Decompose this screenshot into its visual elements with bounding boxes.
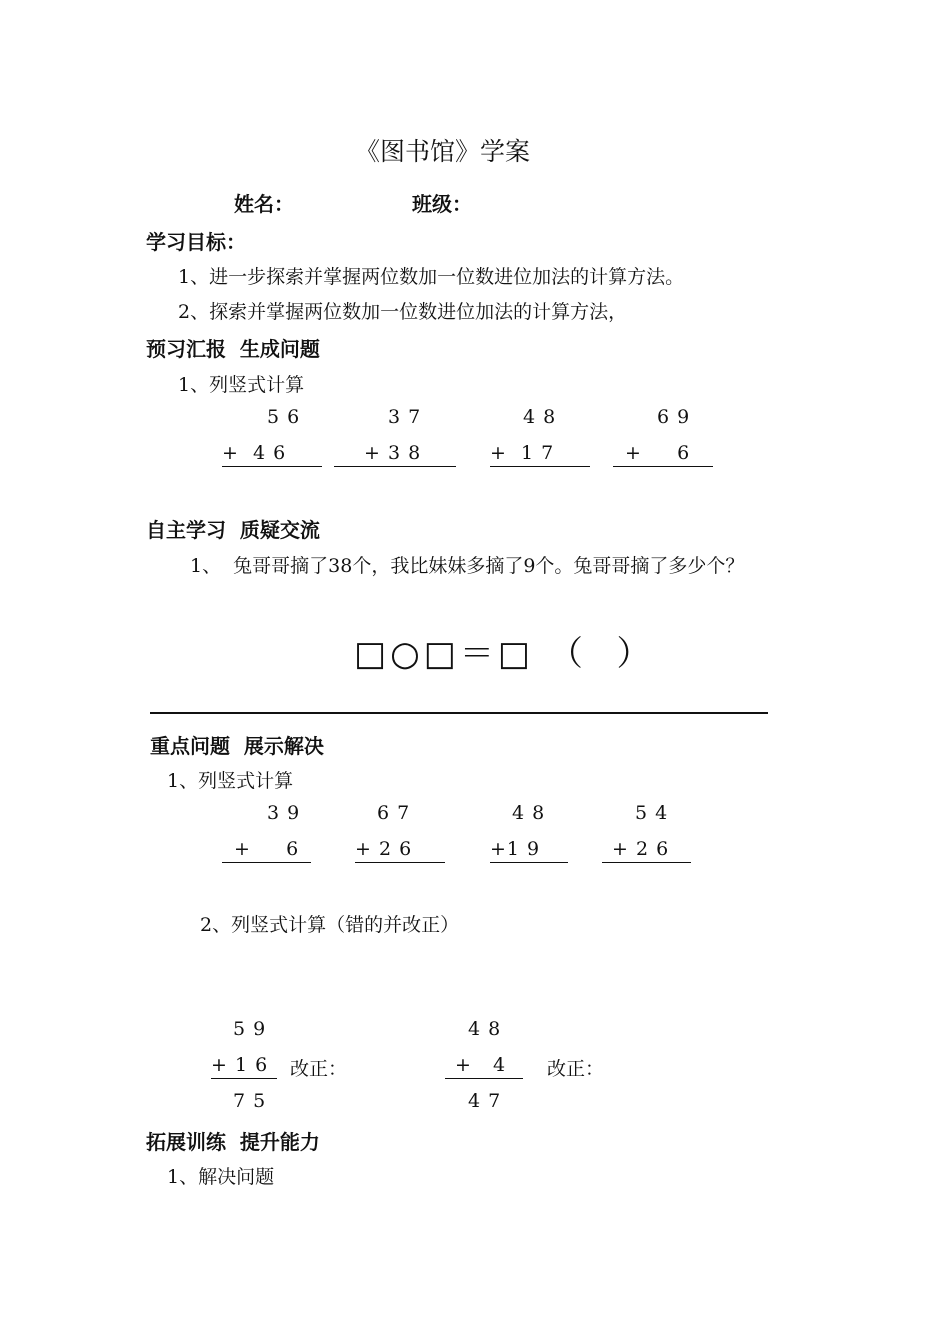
goals-heading: 学习目标：	[146, 230, 246, 254]
problem-top: 5 4	[635, 802, 669, 824]
problem-result: 7 5	[233, 1090, 267, 1112]
problem-top: 5 9	[233, 1018, 267, 1040]
problem-top: 4 8	[468, 1018, 502, 1040]
key-task-2: 2、列竖式计算（错的并改正）	[200, 914, 460, 936]
extension-heading: 拓展训练 提升能力	[146, 1130, 320, 1154]
problem-bottom: + 6	[222, 838, 311, 863]
preview-task: 1、列竖式计算	[178, 374, 305, 396]
equation-template: □○□＝□ （ ）	[354, 634, 655, 674]
problem-bottom: +1 9	[490, 838, 568, 863]
divider	[150, 712, 768, 714]
problem-top: 6 9	[657, 406, 691, 428]
problem-bottom: + 4 6	[222, 442, 322, 467]
goal-item-2: 2、探索并掌握两位数加一位数进位加法的计算方法，	[178, 301, 628, 323]
problem-bottom: + 1 6	[211, 1054, 277, 1079]
problem-top: 6 7	[377, 802, 411, 824]
problem-bottom: + 2 6	[602, 838, 691, 863]
key-problems-heading: 重点问题 展示解决	[150, 734, 324, 758]
problem-top: 5 6	[267, 406, 301, 428]
problem-bottom: + 6	[613, 442, 713, 467]
problem-bottom: + 1 7	[490, 442, 590, 467]
preview-heading: 预习汇报 生成问题	[146, 337, 320, 361]
class-label: 班级：	[412, 192, 472, 216]
correction-label: 改正：	[290, 1058, 348, 1080]
key-task-1: 1、列竖式计算	[167, 770, 294, 792]
name-label: 姓名：	[234, 192, 294, 216]
extension-task: 1、解决问题	[167, 1166, 275, 1188]
problem-top: 4 8	[523, 406, 557, 428]
self-study-question: 1、 兔哥哥摘了38个，我比妹妹多摘了9个。兔哥哥摘了多少个？	[190, 555, 745, 577]
self-study-heading: 自主学习 质疑交流	[146, 518, 320, 542]
problem-top: 4 8	[512, 802, 546, 824]
problem-bottom: + 3 8	[334, 442, 456, 467]
goal-item-1: 1、进一步探索并掌握两位数加一位数进位加法的计算方法。	[178, 266, 685, 288]
page-title: 《图书馆》学案	[355, 137, 531, 166]
problem-bottom: + 4	[445, 1054, 523, 1079]
problem-top: 3 7	[388, 406, 422, 428]
correction-label: 改正：	[547, 1058, 605, 1080]
problem-bottom: + 2 6	[355, 838, 445, 863]
problem-top: 3 9	[267, 802, 301, 824]
problem-result: 4 7	[468, 1090, 502, 1112]
